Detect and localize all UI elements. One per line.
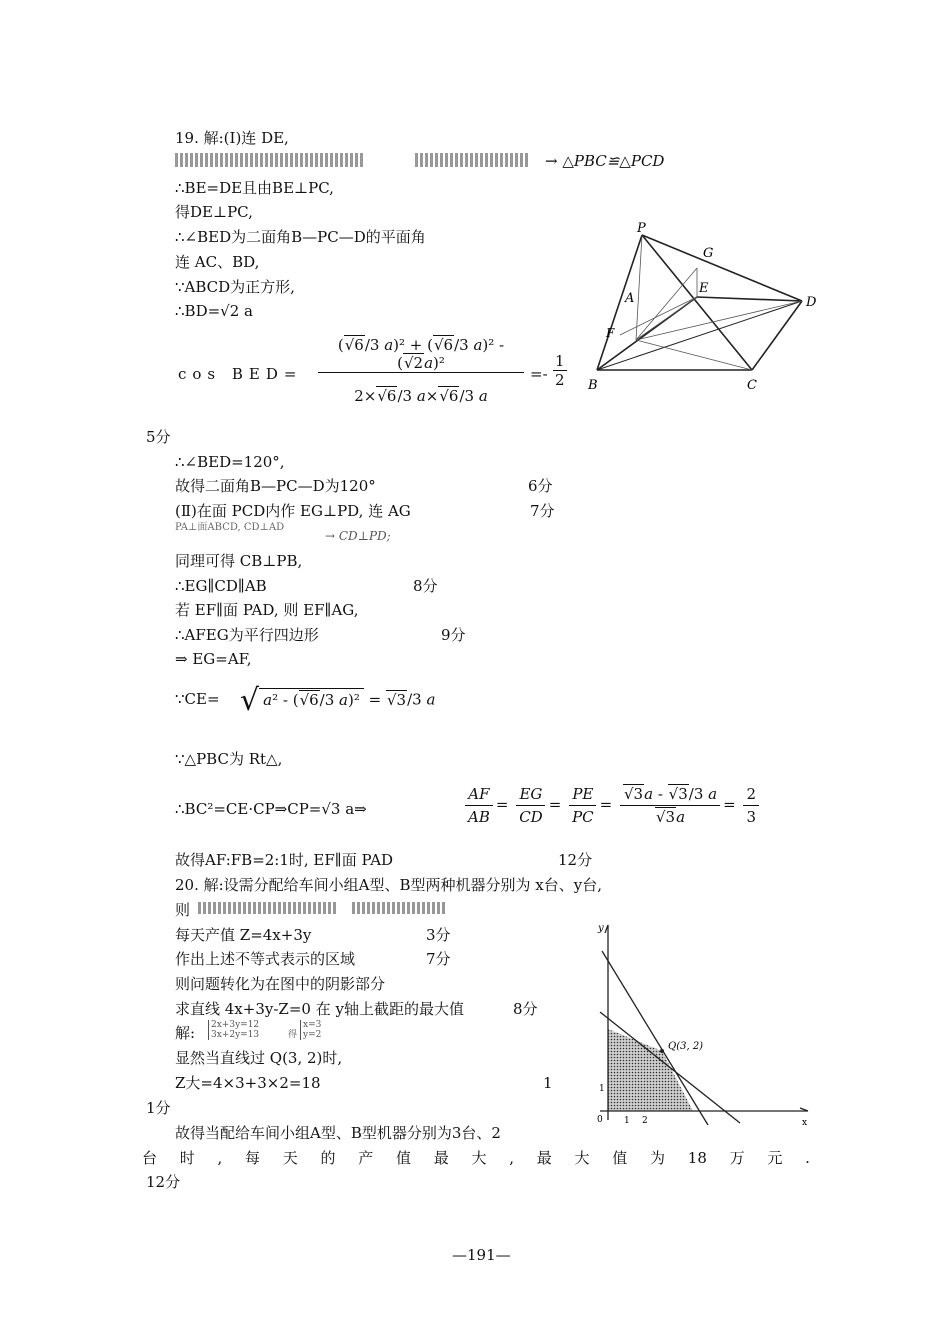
p19-line-5: ∴∠BED为二面角B—PC—D的平面角 <box>175 228 426 246</box>
edge-pd <box>642 235 802 301</box>
justified-char-10: , <box>509 1149 515 1167</box>
justified-char-3: 每 <box>245 1149 261 1167</box>
x-axis-label: x <box>802 1118 808 1128</box>
p20-line-11 <box>142 1149 810 1167</box>
p20-line-4: 作出上述不等式表示的区域 <box>175 950 356 968</box>
x-tick-1: 1 <box>624 1116 630 1126</box>
blurred-system-1 <box>198 902 338 914</box>
sol-1: x=3 <box>303 1020 322 1030</box>
justified-char-6: 产 <box>358 1149 374 1167</box>
justified-char-4: 天 <box>282 1149 298 1167</box>
justified-char-8: 最 <box>433 1149 449 1167</box>
sol-2: y=2 <box>303 1030 322 1040</box>
justified-char-2: , <box>217 1149 223 1167</box>
blurred-system-2 <box>352 902 447 914</box>
score-6: 6分 <box>528 477 553 495</box>
score-7: 7分 <box>530 502 555 520</box>
justified-char-0: 台 <box>142 1149 158 1167</box>
blurred-condition-1 <box>175 153 365 167</box>
justified-char-11: 最 <box>536 1149 552 1167</box>
label-c: C <box>747 378 757 393</box>
region-figure <box>580 915 815 1130</box>
p19-line-3: ∴BE=DE且由BE⊥PC, <box>175 179 334 197</box>
score-11-part1: 1 <box>543 1074 553 1092</box>
p19-line-6: 连 AC、BD, <box>175 253 260 271</box>
p20-line-7: 解: <box>175 1024 196 1042</box>
edge-ed <box>697 297 802 301</box>
justified-char-14: 为 <box>650 1149 666 1167</box>
p19-line-21: ∴BC²=CE·CP⇒CP=√3 a⇒ <box>175 800 367 818</box>
blurred-condition-2 <box>415 153 530 167</box>
label-b: B <box>588 378 598 393</box>
label-a: A <box>625 291 635 306</box>
cos-denominator: 2×√6/3 a×√6/3 a <box>354 387 488 405</box>
cos-formula-lhs: cos BED= <box>178 365 303 383</box>
p19-line-11: 故得二面角B—PC—D为120° <box>175 477 376 495</box>
p19-line-7: ∵ABCD为正方形, <box>175 278 295 296</box>
p19-line-14: 同理可得 CB⊥PB, <box>175 552 303 570</box>
p20-line-1: 20. 解:设需分配给车间小组A型、B型两种机器分别为 x台、y台, <box>175 876 603 894</box>
p19-line-22: 故得AF:FB=2:1时, EF∥面 PAD <box>175 851 394 869</box>
label-d: D <box>806 295 817 310</box>
score-5: 5分 <box>146 428 171 446</box>
justified-char-17: 元 <box>767 1149 783 1167</box>
page-number: —191— <box>452 1246 511 1264</box>
score-12b: 12分 <box>146 1173 181 1191</box>
de-word: 得 <box>288 1030 298 1040</box>
p20-line-2: 则 <box>175 901 191 919</box>
pyramid-figure <box>580 215 825 400</box>
cos-numerator: (√6/3 a)² + (√6/3 a)² - (√2a)² <box>337 336 505 372</box>
edge-pb <box>597 235 642 370</box>
score-3: 3分 <box>426 926 451 944</box>
ce-formula: √ a² - (√6/3 a)² = √3/3 a <box>240 683 436 718</box>
score-9: 9分 <box>441 626 466 644</box>
p19-line-2: → △PBC≌△PCD <box>545 152 665 170</box>
y-axis-label: y <box>598 923 604 934</box>
equation-system <box>208 1020 259 1040</box>
ratio-formula: $\frac{AF}{AB}$ = $\frac{EG}{CD}$ = $\frac{PE}{PC}$ = $\frac{√3a - √3/3 a}{√3a}$ = $\frac{2}{3}$ <box>462 785 762 826</box>
justified-char-9: 大 <box>471 1149 487 1167</box>
justified-char-5: 的 <box>320 1149 336 1167</box>
p20-line-3: 每天产值 Z=4x+3y <box>175 926 312 944</box>
y-tick-1: 1 <box>599 1084 605 1094</box>
p19-line-18: ⇒ EG=AF, <box>175 650 252 668</box>
solution-system <box>300 1020 321 1040</box>
score-8: 8分 <box>413 577 438 595</box>
p19-line-19: ∵CE= <box>175 690 220 708</box>
p20-line-6: 求直线 4x+3y-Z=0 在 y轴上截距的最大值 <box>175 1000 464 1018</box>
p20-line-9: Z大=4×3+3×2=18 <box>175 1074 321 1092</box>
eq-2: 3x+2y=13 <box>211 1030 260 1040</box>
justified-char-13: 值 <box>612 1149 628 1167</box>
blurred-condition-3: PA⊥面ABCD, CD⊥AD <box>175 522 285 533</box>
p19-line-20: ∵△PBC为 Rt△, <box>175 750 283 768</box>
p19-line-15: ∴EG∥CD∥AB <box>175 577 267 595</box>
p19-line-17: ∴AFEG为平行四边形 <box>175 626 319 644</box>
p19-line-16: 若 EF∥面 PAD, 则 EF∥AG, <box>175 601 359 619</box>
edge-ac <box>636 340 752 370</box>
justified-char-1: 时 <box>179 1149 195 1167</box>
cos-result: 1 2 <box>555 352 565 389</box>
justified-char-15: 18 <box>687 1149 707 1167</box>
cos-formula-rhs: =- <box>530 365 548 383</box>
p19-line-8: ∴BD=√2 a <box>175 302 253 320</box>
eq-1: 2x+3y=12 <box>211 1020 260 1030</box>
label-f: F <box>606 326 615 340</box>
x-tick-2: 2 <box>642 1116 648 1126</box>
cos-fraction-bar <box>318 372 524 373</box>
justified-char-18: . <box>805 1149 810 1167</box>
label-g: G <box>703 246 714 261</box>
point-q <box>660 1049 664 1053</box>
label-e: E <box>699 281 709 296</box>
score-8b: 8分 <box>513 1000 538 1018</box>
origin-label: 0 <box>597 1115 603 1125</box>
p19-line-13: → CD⊥PD; <box>325 529 391 543</box>
p20-line-10: 故得当配给车间小组A型、B型机器分别为3台、2 <box>175 1124 501 1142</box>
score-7b: 7分 <box>426 950 451 968</box>
p19-line-12: (Ⅱ)在面 PCD内作 EG⊥PD, 连 AG <box>175 502 411 520</box>
score-12a: 12分 <box>558 851 593 869</box>
justified-char-16: 万 <box>729 1149 745 1167</box>
label-p: P <box>637 221 646 236</box>
point-q-label: Q(3, 2) <box>668 1041 704 1052</box>
p20-line-8: 显然当直线过 Q(3, 2)时, <box>175 1049 343 1067</box>
justified-char-12: 大 <box>574 1149 590 1167</box>
p19-line-1: 19. 解:(Ⅰ)连 DE, <box>175 129 289 147</box>
p19-line-4: 得DE⊥PC, <box>175 203 253 221</box>
p19-line-10: ∴∠BED=120°, <box>175 453 285 471</box>
p20-line-5: 则问题转化为在图中的阴影部分 <box>175 975 386 993</box>
justified-char-7: 值 <box>396 1149 412 1167</box>
edge-bd <box>597 301 802 370</box>
score-11-part2: 1分 <box>146 1099 171 1117</box>
